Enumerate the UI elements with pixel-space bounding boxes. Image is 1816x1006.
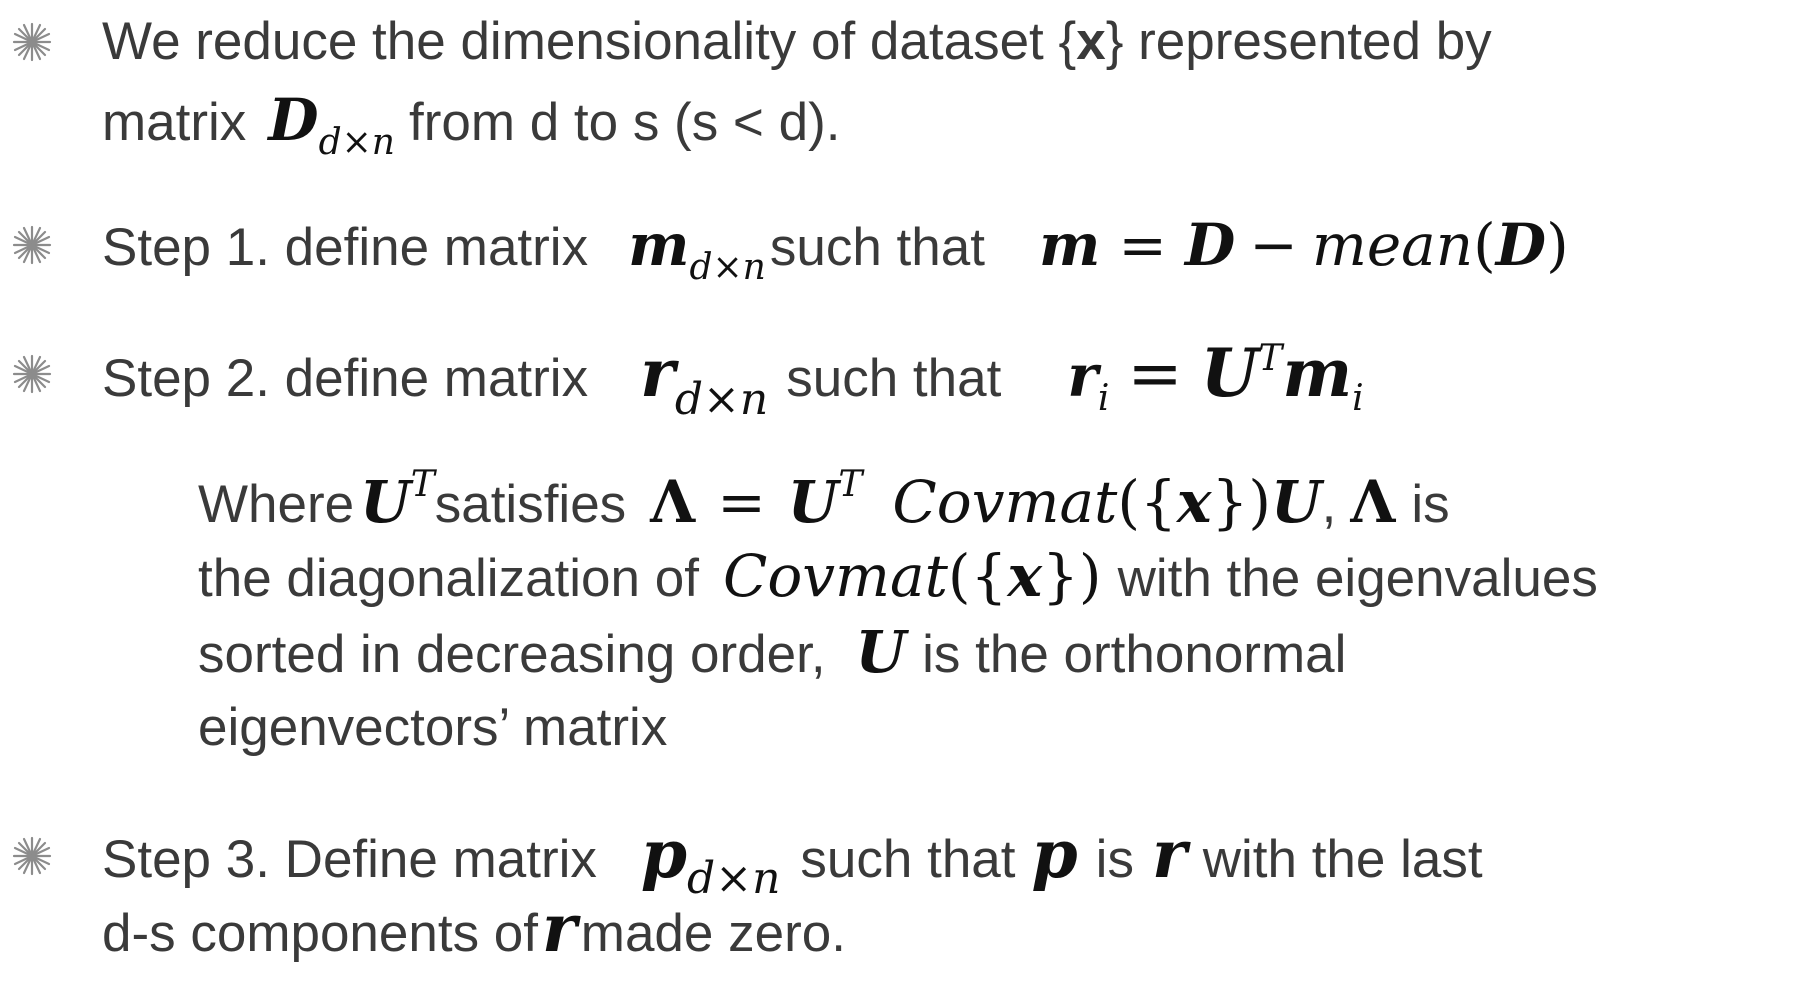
intro-line-1 [102,12,1492,72]
step2-eq-sub-i: i [1097,378,1110,419]
where-math-covmat: Covmat [892,468,1118,536]
where-math-T: T [410,464,435,505]
where-math-T2: T [838,464,863,505]
intro-line-2 [102,86,841,163]
where-l2-close: }) [1042,542,1102,610]
step1-such-that: such that [769,218,985,277]
step2-line [102,334,1364,425]
where-math-close: }) [1211,468,1272,536]
intro-math-D: D [268,86,319,154]
intro-dataset-x: x [1076,12,1106,71]
asterisk-burst-icon [12,836,52,876]
where-line-4 [198,698,667,758]
where-sorted: sorted in decreasing order, [198,625,826,684]
where-is: is [1411,475,1450,534]
step3-line-2 [102,889,846,967]
step2-eq-sub-i2: i [1352,378,1364,419]
where-eigenvectors: eigenvectors’ matrix [198,698,668,757]
where-math-open: ({ [1117,468,1177,536]
asterisk-burst-icon [12,225,52,265]
step1-math-m: m [628,211,690,279]
step1-label: Step 1. define matrix [102,218,589,277]
where-line-2 [198,542,1598,610]
step1-math-dxn: d×n [689,247,766,288]
where-line-1 [198,464,1450,536]
where-math-U: U [360,468,411,536]
step2-eq-sup-T: T [1258,338,1283,379]
where-orthonormal: is the orthonormal [922,625,1347,684]
step3-math-r: r [1151,815,1187,893]
step1-eq-mean: mean [1311,211,1474,279]
where-math-Lambda2: Λ [1350,468,1396,536]
step1-eq-m: m [1038,211,1101,279]
where-math-x: x [1176,468,1212,536]
step1-eq-close-paren: ) [1546,211,1569,279]
where-math-U3: U [1271,468,1322,536]
step3-made-zero: made zero. [580,904,846,963]
asterisk-burst-icon [12,22,52,62]
step1-eq-open-paren: ( [1473,211,1496,279]
where-l3-U: U [855,618,907,686]
where-comma: , [1321,475,1337,534]
step2-such-that: such that [786,349,1002,408]
step3-label: Step 3. Define matrix [102,830,597,889]
where-math-Lambda: Λ [650,468,696,536]
where-word: Where [198,475,355,534]
step3-components: d-s components of [102,904,539,963]
step3-with-last: with the last [1202,830,1483,889]
step3-math-r2: r [542,889,577,967]
where-line-3 [198,618,1347,686]
step3-math-dxn: d×n [687,853,781,904]
intro-matrix-word: matrix [102,93,247,152]
step2-eq-m: m [1282,334,1353,412]
step3-line-1 [102,815,1483,904]
step2-math-dxn: d×n [674,374,769,425]
step3-such-that: such that [800,830,1016,889]
asterisk-burst-icon [12,354,52,394]
step1-eq-equals: = [1118,211,1167,279]
where-l2-open: ({ [947,542,1008,610]
intro-text-b: } represented by [1105,12,1492,71]
where-math-equals: = [717,468,766,536]
intro-text-a: We reduce the dimensionality of dataset { [102,12,1077,71]
where-l2-covmat: Covmat [722,542,948,610]
where-math-U2: U [787,468,839,536]
step3-is: is [1095,830,1134,889]
intro-math-dxn: d×n [318,122,395,163]
step1-eq-D: D [1184,211,1236,279]
step2-eq-r: r [1067,342,1098,410]
intro-text-c: from d to s (s < d). [408,93,841,152]
step2-math-r: r [640,334,675,412]
step1-eq-minus: − [1249,211,1298,279]
step2-eq-equals: = [1127,335,1183,412]
where-satisfies: satisfies [434,475,627,534]
step3-math-p2: p [1031,815,1078,893]
where-eigenvalues: with the eigenvalues [1117,549,1598,608]
step1-eq-D-inner: D [1495,211,1547,279]
step3-math-p: p [640,815,688,893]
step2-eq-U: U [1200,334,1259,412]
where-diagonalization: the diagonalization of [198,549,699,608]
step1-line [102,211,1569,288]
step2-label: Step 2. define matrix [102,349,589,408]
where-l2-x: x [1007,542,1043,610]
